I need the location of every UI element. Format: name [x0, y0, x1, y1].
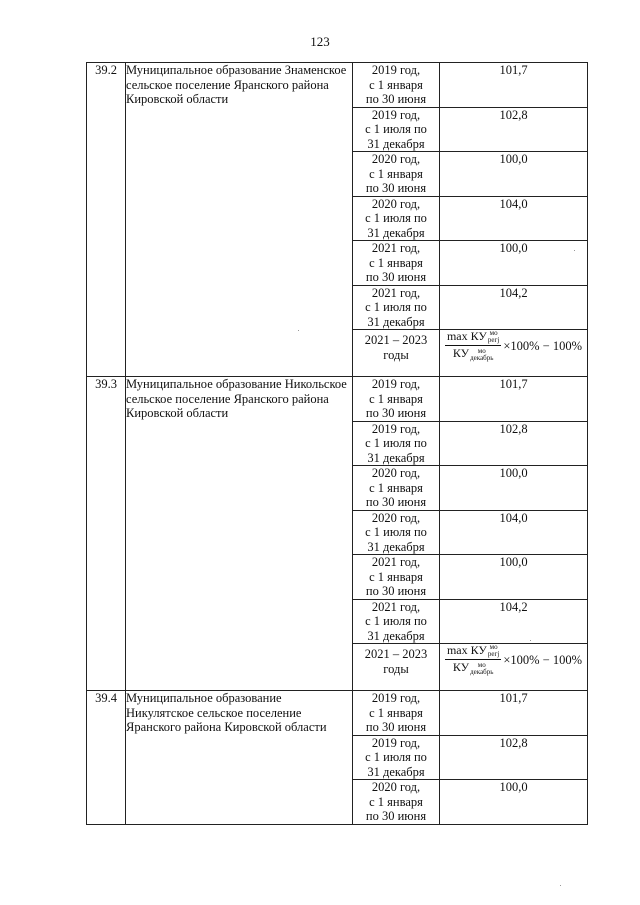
formula — [440, 644, 587, 676]
period-cell: 2021 – 2023 годы — [353, 644, 440, 691]
value-cell: 100,0 — [440, 555, 588, 600]
formula-cell — [440, 330, 588, 377]
scan-speck — [560, 885, 561, 886]
municipality-name: Муниципальное образование Никольское сельское поселение Яранского района Кировской области — [126, 377, 353, 691]
period-cell: 2021 год, с 1 июля по 31 декабря — [353, 599, 440, 644]
period-cell: 2021 – 2023 годы — [353, 330, 440, 377]
section-number: 39.2 — [87, 63, 126, 377]
value-cell: 104,0 — [440, 510, 588, 555]
period-cell: 2019 год, с 1 июля по 31 декабря — [353, 735, 440, 780]
formula-numerator-sup: мо — [489, 329, 498, 338]
formula-numerator — [445, 330, 501, 346]
value-cell: 104,2 — [440, 285, 588, 330]
municipality-name: Муниципальное образование Никулятское сельское поселение Яранского района Кировской области — [126, 691, 353, 825]
period-cell: 2021 год, с 1 января по 30 июня — [353, 241, 440, 286]
formula-cell — [440, 644, 588, 691]
formula-numerator — [445, 644, 501, 660]
scan-speck — [298, 330, 299, 331]
value-cell: 104,0 — [440, 196, 588, 241]
period-cell: 2021 год, с 1 июля по 31 декабря — [353, 285, 440, 330]
period-cell: 2021 год, с 1 января по 30 июня — [353, 555, 440, 600]
value-cell: 100,0 — [440, 241, 588, 286]
formula-denominator — [451, 660, 496, 675]
section-number: 39.4 — [87, 691, 126, 825]
section-number: 39.3 — [87, 377, 126, 691]
period-cell: 2020 год, с 1 января по 30 июня — [353, 466, 440, 511]
formula-denominator-indices — [470, 662, 493, 676]
table-row — [87, 377, 588, 422]
period-cell: 2020 год, с 1 января по 30 июня — [353, 780, 440, 825]
formula-denominator-text: КУ — [452, 660, 470, 675]
formula-denominator — [451, 346, 496, 361]
period-cell: 2019 год, с 1 января по 30 июня — [353, 63, 440, 108]
formula-numerator-text: max КУ — [446, 329, 487, 343]
value-cell: 101,7 — [440, 377, 588, 422]
tariff-table — [86, 62, 588, 825]
period-cell: 2019 год, с 1 июля по 31 декабря — [353, 107, 440, 152]
period-cell: 2020 год, с 1 июля по 31 декабря — [353, 510, 440, 555]
period-cell: 2019 год, с 1 июля по 31 декабря — [353, 421, 440, 466]
period-cell: 2019 год, с 1 января по 30 июня — [353, 691, 440, 736]
value-cell: 101,7 — [440, 63, 588, 108]
value-cell: 102,8 — [440, 107, 588, 152]
value-cell: 100,0 — [440, 152, 588, 197]
value-cell: 100,0 — [440, 780, 588, 825]
table-row — [87, 63, 588, 108]
value-cell: 104,2 — [440, 599, 588, 644]
formula-denominator-sup: мо — [477, 346, 486, 355]
formula-denominator-sub: декабрь — [470, 353, 494, 362]
table-body — [87, 63, 588, 825]
formula-numerator-indices — [488, 644, 499, 658]
period-cell: 2020 год, с 1 января по 30 июня — [353, 152, 440, 197]
formula-numerator-sub: регj — [487, 650, 500, 659]
formula-denominator-sup: мо — [477, 660, 486, 669]
value-cell: 102,8 — [440, 421, 588, 466]
formula-fraction — [445, 330, 501, 362]
formula-tail: ×100% − 100% — [503, 652, 583, 667]
value-cell: 100,0 — [440, 466, 588, 511]
formula-numerator-sup: мо — [489, 643, 498, 652]
page-number: 123 — [310, 34, 330, 49]
formula-numerator-indices — [488, 330, 499, 344]
value-cell: 102,8 — [440, 735, 588, 780]
period-cell: 2020 год, с 1 июля по 31 декабря — [353, 196, 440, 241]
scan-speck — [530, 640, 531, 641]
formula-denominator-sub: декабрь — [470, 667, 494, 676]
scan-speck — [574, 250, 575, 251]
period-cell: 2019 год, с 1 января по 30 июня — [353, 377, 440, 422]
formula-denominator-indices — [470, 348, 493, 362]
formula-numerator-sub: регj — [487, 336, 500, 345]
formula — [440, 330, 587, 362]
formula-denominator-text: КУ — [452, 346, 470, 361]
municipality-name: Муниципальное образование Знаменское сельское поселение Яранского района Кировской области — [126, 63, 353, 377]
table-row — [87, 691, 588, 736]
formula-fraction — [445, 644, 501, 676]
formula-numerator-text: max КУ — [446, 643, 487, 657]
value-cell: 101,7 — [440, 691, 588, 736]
formula-tail: ×100% − 100% — [503, 338, 583, 353]
